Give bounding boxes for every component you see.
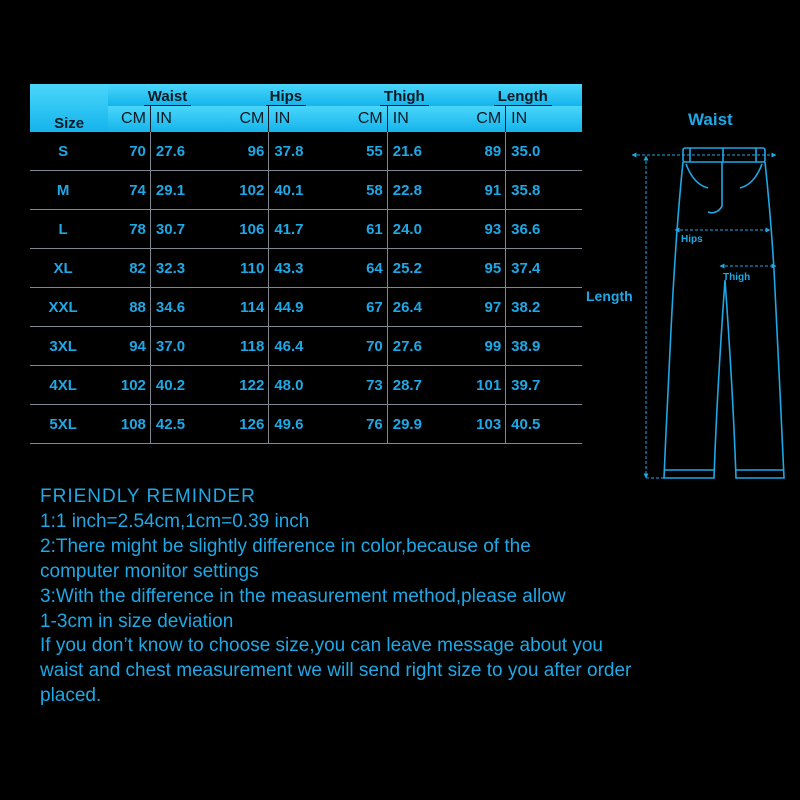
table-row bbox=[30, 288, 582, 327]
table-row bbox=[30, 327, 582, 366]
thigh-cm-header: CM bbox=[345, 106, 387, 132]
thigh-cm-cell: 58 bbox=[345, 171, 387, 210]
hips-in-cell: 41.7 bbox=[269, 210, 345, 249]
reminder-line: waist and chest measurement we will send right size to you after order bbox=[40, 660, 632, 682]
hips-cm-cell: 110 bbox=[227, 249, 269, 288]
thigh-in-cell: 22.8 bbox=[387, 171, 463, 210]
length-in-cell: 38.2 bbox=[506, 288, 582, 327]
reminder-line: 1-3cm in size deviation bbox=[40, 610, 234, 632]
hips-in-cell: 49.6 bbox=[269, 405, 345, 444]
diagram-waist-label: Waist bbox=[688, 110, 733, 129]
hips-cm-cell: 114 bbox=[227, 288, 269, 327]
hips-cm-header: CM bbox=[227, 106, 269, 132]
table-row bbox=[30, 210, 582, 249]
reminder-line: If you don’t know to choose size,you can leave message about you bbox=[40, 635, 603, 657]
length-cm-cell: 97 bbox=[464, 288, 506, 327]
thigh-cm-cell: 67 bbox=[345, 288, 387, 327]
waist-in-cell: 29.1 bbox=[150, 171, 226, 210]
waist-in-cell: 42.5 bbox=[150, 405, 226, 444]
reminder-line: computer monitor settings bbox=[40, 560, 259, 582]
reminder-title: FRIENDLY REMINDER bbox=[40, 486, 256, 507]
hips-cm-cell: 102 bbox=[227, 171, 269, 210]
thigh-cm-cell: 55 bbox=[345, 132, 387, 171]
thigh-cm-cell: 73 bbox=[345, 366, 387, 405]
size-cell: M bbox=[30, 171, 108, 210]
length-cm-header: CM bbox=[464, 106, 506, 132]
size-cell: 4XL bbox=[30, 366, 108, 405]
waist-in-cell: 40.2 bbox=[150, 366, 226, 405]
waist-cm-cell: 88 bbox=[108, 288, 150, 327]
measurement-diagram bbox=[580, 100, 795, 490]
size-cell: 3XL bbox=[30, 327, 108, 366]
thigh-in-cell: 24.0 bbox=[387, 210, 463, 249]
table-row bbox=[30, 366, 582, 405]
length-in-cell: 40.5 bbox=[506, 405, 582, 444]
hips-in-header: IN bbox=[269, 106, 345, 132]
waist-cm-cell: 102 bbox=[108, 366, 150, 405]
waist-group-header: Waist bbox=[108, 84, 226, 106]
length-cm-cell: 95 bbox=[464, 249, 506, 288]
waist-in-header: IN bbox=[150, 106, 226, 132]
hips-cm-cell: 106 bbox=[227, 210, 269, 249]
length-in-cell: 38.9 bbox=[506, 327, 582, 366]
waist-cm-cell: 82 bbox=[108, 249, 150, 288]
hips-cm-cell: 122 bbox=[227, 366, 269, 405]
waist-cm-cell: 70 bbox=[108, 132, 150, 171]
hips-cm-cell: 96 bbox=[227, 132, 269, 171]
length-cm-cell: 89 bbox=[464, 132, 506, 171]
length-cm-cell: 103 bbox=[464, 405, 506, 444]
hips-cm-cell: 126 bbox=[227, 405, 269, 444]
thigh-cm-cell: 61 bbox=[345, 210, 387, 249]
thigh-in-cell: 28.7 bbox=[387, 366, 463, 405]
length-in-cell: 37.4 bbox=[506, 249, 582, 288]
table-row bbox=[30, 249, 582, 288]
thigh-in-header: IN bbox=[387, 106, 463, 132]
size-cell: S bbox=[30, 132, 108, 171]
hips-in-cell: 37.8 bbox=[269, 132, 345, 171]
thigh-cm-cell: 70 bbox=[345, 327, 387, 366]
thigh-in-cell: 25.2 bbox=[387, 249, 463, 288]
thigh-cm-cell: 76 bbox=[345, 405, 387, 444]
hips-in-cell: 48.0 bbox=[269, 366, 345, 405]
hips-in-cell: 40.1 bbox=[269, 171, 345, 210]
length-group-header: Length bbox=[464, 84, 582, 106]
size-chart-table bbox=[30, 84, 582, 444]
hips-cm-cell: 118 bbox=[227, 327, 269, 366]
size-cell: 5XL bbox=[30, 405, 108, 444]
reminder-line: 2:There might be slightly difference in color,because of the bbox=[40, 535, 531, 557]
thigh-in-cell: 26.4 bbox=[387, 288, 463, 327]
reminder-line: placed. bbox=[40, 685, 102, 707]
thigh-in-cell: 21.6 bbox=[387, 132, 463, 171]
size-column-header: Size bbox=[30, 84, 108, 132]
waist-in-cell: 27.6 bbox=[150, 132, 226, 171]
table-header bbox=[30, 84, 582, 132]
hips-in-cell: 44.9 bbox=[269, 288, 345, 327]
size-cell: L bbox=[30, 210, 108, 249]
size-cell: XL bbox=[30, 249, 108, 288]
length-cm-cell: 93 bbox=[464, 210, 506, 249]
thigh-in-cell: 27.6 bbox=[387, 327, 463, 366]
thigh-in-cell: 29.9 bbox=[387, 405, 463, 444]
length-in-cell: 35.0 bbox=[506, 132, 582, 171]
waist-cm-cell: 74 bbox=[108, 171, 150, 210]
waist-in-cell: 30.7 bbox=[150, 210, 226, 249]
length-in-header: IN bbox=[506, 106, 582, 132]
length-cm-cell: 91 bbox=[464, 171, 506, 210]
length-cm-cell: 99 bbox=[464, 327, 506, 366]
hips-in-cell: 43.3 bbox=[269, 249, 345, 288]
waist-cm-cell: 108 bbox=[108, 405, 150, 444]
friendly-reminder bbox=[40, 485, 780, 709]
length-in-cell: 36.6 bbox=[506, 210, 582, 249]
waist-in-cell: 34.6 bbox=[150, 288, 226, 327]
size-cell: XXL bbox=[30, 288, 108, 327]
table-row bbox=[30, 171, 582, 210]
reminder-line: 3:With the difference in the measurement method,please allow bbox=[40, 585, 566, 607]
reminder-line: 1:1 inch=2.54cm,1cm=0.39 inch bbox=[40, 510, 310, 532]
diagram-hips-label: Hips bbox=[681, 234, 703, 245]
length-in-cell: 35.8 bbox=[506, 171, 582, 210]
thigh-cm-cell: 64 bbox=[345, 249, 387, 288]
hips-group-header: Hips bbox=[227, 84, 345, 106]
diagram-length-label: Length bbox=[586, 288, 633, 304]
waist-in-cell: 32.3 bbox=[150, 249, 226, 288]
waist-cm-cell: 94 bbox=[108, 327, 150, 366]
waist-in-cell: 37.0 bbox=[150, 327, 226, 366]
table-body bbox=[30, 132, 582, 444]
waist-cm-cell: 78 bbox=[108, 210, 150, 249]
table-row bbox=[30, 132, 582, 171]
table-row bbox=[30, 405, 582, 444]
length-cm-cell: 101 bbox=[464, 366, 506, 405]
hips-in-cell: 46.4 bbox=[269, 327, 345, 366]
thigh-group-header: Thigh bbox=[345, 84, 463, 106]
waist-cm-header: CM bbox=[108, 106, 150, 132]
length-in-cell: 39.7 bbox=[506, 366, 582, 405]
diagram-thigh-label: Thigh bbox=[723, 272, 751, 283]
